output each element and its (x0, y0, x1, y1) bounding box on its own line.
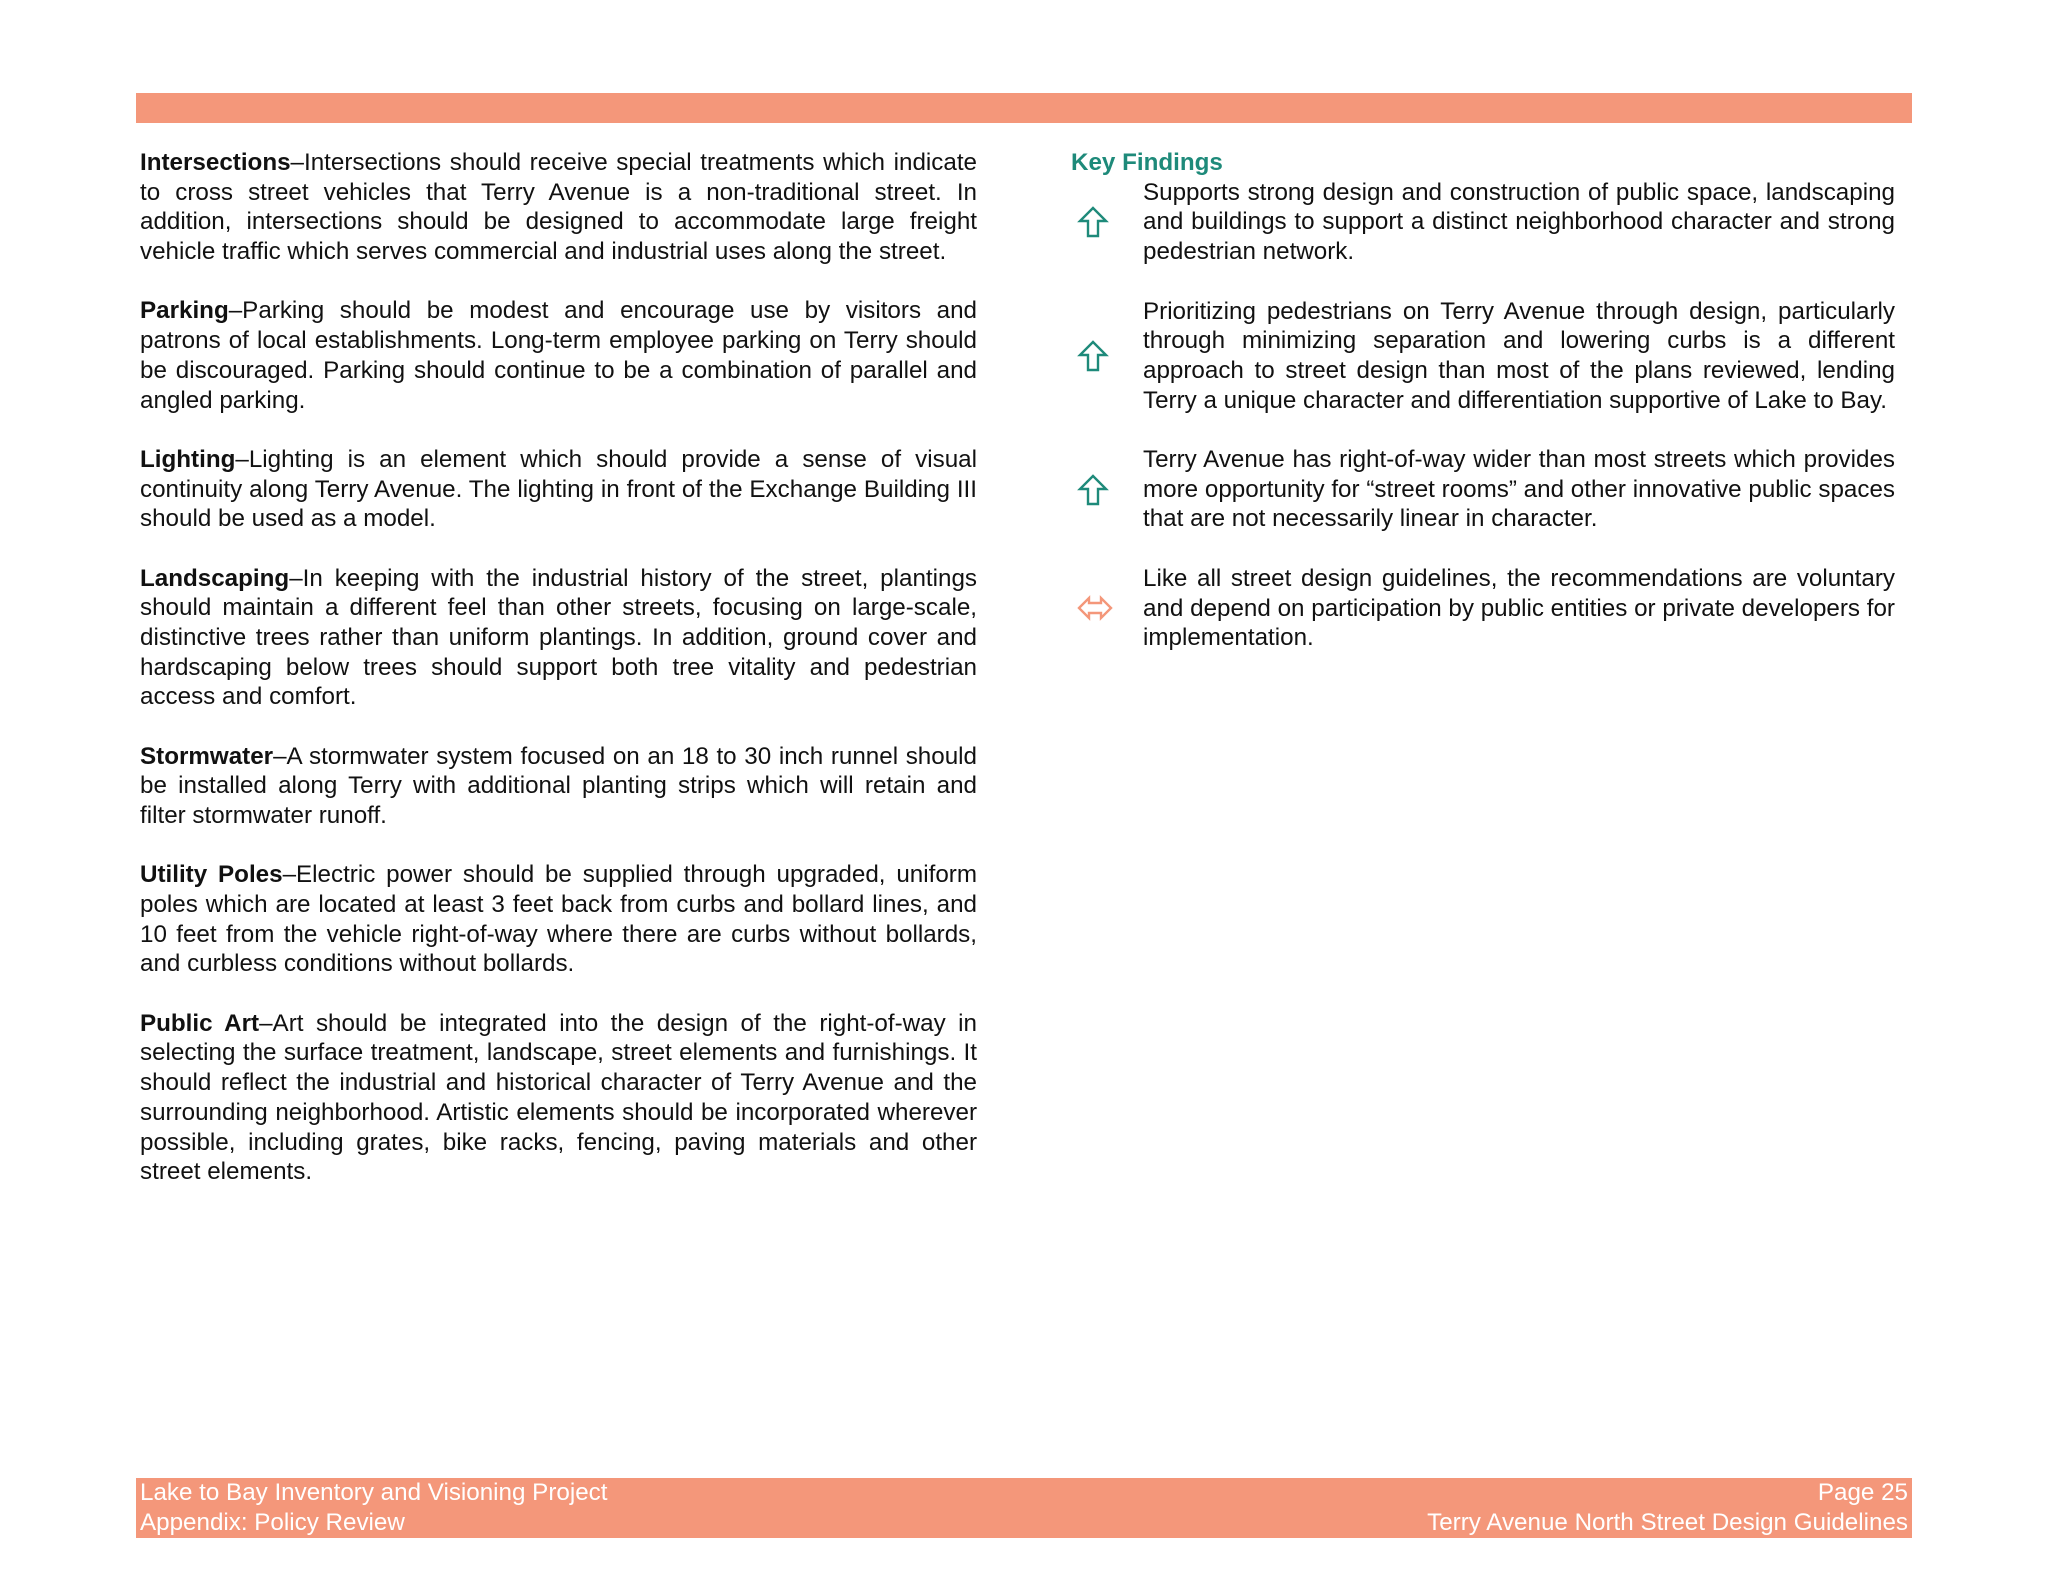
section-text: –Parking should be modest and encourage use by visitors and patrons of local establishments. Long-term employee parking on Terry should be discouraged. Parking should continue to be a combination of parallel and angled parking. (140, 297, 977, 414)
section-parking (140, 296, 977, 415)
section-term: Intersections (140, 149, 291, 176)
section-text: –Lighting is an element which should provide a sense of visual continuity along Terry Avenue. The lighting in front of the Exchange Building III should be used as a model. (140, 445, 977, 533)
finding-text: Terry Avenue has right-of-way wider than most streets which provides more opportunity for “street rooms” and other innovative public spaces that are not necessarily linear in character. (1143, 446, 1895, 533)
section-utility-poles (140, 860, 977, 979)
section-text: –Art should be integrated into the design of the right-of-way in selecting the surface treatment, landscape, street elements and furnishings. It should reflect the industrial and historical character of Terry Avenue and the surrounding neighborhood. Artistic elements should be incorporated wherever possible, including grates, bike racks, fencing, paving materials and other street elements. (140, 1009, 977, 1186)
section-lighting (140, 445, 977, 534)
section-public-art (140, 1009, 977, 1187)
section-term: Landscaping (140, 564, 290, 592)
finding-item (1071, 564, 1895, 653)
section-landscaping (140, 564, 977, 713)
up-arrow-icon (1075, 204, 1111, 240)
section-intersections (140, 148, 977, 267)
finding-item (1071, 445, 1895, 534)
header-accent-bar (136, 93, 1912, 123)
section-term: Public Art (140, 1009, 260, 1037)
footer-page-number: Page 25 (1817, 1479, 1908, 1506)
left-right-arrow-icon (1075, 590, 1115, 626)
section-stormwater (140, 742, 977, 831)
key-findings-panel (1071, 148, 1895, 683)
finding-item (1071, 178, 1895, 267)
section-term: Utility Poles (140, 861, 283, 889)
finding-item (1071, 297, 1895, 416)
page-footer (136, 1478, 1912, 1538)
footer-left (140, 1478, 607, 1538)
section-text: –Intersections should receive special treatments which indicate to cross street vehicles that Terry Avenue is a non-traditional street. In addition, intersections should be designed to accommodate large freight vehicle traffic which serves commercial and industrial uses along the street. (140, 149, 977, 266)
key-findings-heading: Key Findings (1071, 149, 1223, 176)
finding-text: Supports strong design and construction of public space, landscaping and buildings to support a distinct neighborhood character and strong pedestrian network. (1143, 178, 1895, 266)
footer-section-title: Appendix: Policy Review (140, 1509, 405, 1536)
footer-document-title: Terry Avenue North Street Design Guidelines (1427, 1509, 1908, 1536)
policy-sections (140, 148, 977, 1217)
up-arrow-icon (1075, 338, 1111, 374)
section-term: Stormwater (140, 742, 274, 770)
footer-project-title: Lake to Bay Inventory and Visioning Project (140, 1479, 608, 1506)
section-text: –Electric power should be supplied through upgraded, uniform poles which are located at least 3 feet back from curbs and bollard lines, and 10 feet from the vehicle right-of-way where there are curbs without bollards, and curbless conditions without bollards. (140, 861, 977, 978)
finding-text: Prioritizing pedestrians on Terry Avenue through design, particularly through minimizing separation and lowering curbs is a different approach to street design than most of the plans reviewed, lending Terry a unique character and differentiation supportive of Lake to Bay. (1143, 297, 1895, 414)
finding-text: Like all street design guidelines, the recommendations are voluntary and depend on participation by public entities or private developers for implementation. (1143, 564, 1895, 652)
section-term: Parking (140, 297, 229, 325)
up-arrow-icon (1075, 472, 1111, 508)
footer-right (1427, 1478, 1908, 1538)
section-text: –A stormwater system focused on an 18 to 30 inch runnel should be installed along Terry with additional planting strips which will retain and filter stormwater runoff. (140, 742, 977, 830)
section-term: Lighting (140, 445, 236, 473)
section-text: –In keeping with the industrial history of the street, plantings should maintain a different feel than other streets, focusing on large-scale, distinctive trees rather than uniform plantings. In addition, ground cover and hardscaping below trees should support both tree vitality and pedestrian access and comfort. (140, 564, 977, 711)
